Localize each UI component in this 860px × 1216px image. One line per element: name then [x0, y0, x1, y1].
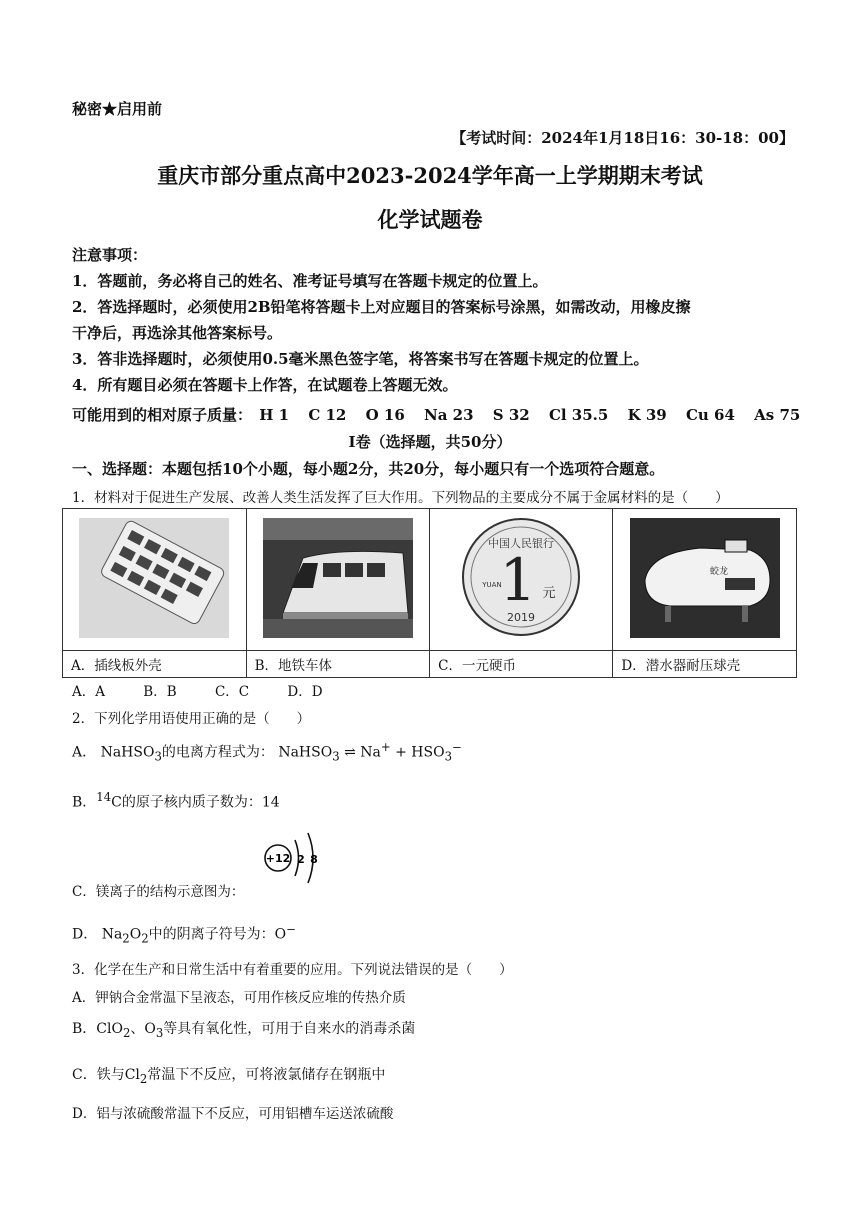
mass-number: 14: [96, 790, 112, 804]
atomic-mass-value: As 75: [754, 406, 801, 424]
charge: +: [380, 740, 391, 754]
subscript: 3: [155, 1025, 164, 1040]
subscript: 3: [332, 749, 340, 764]
subway-train-image: [263, 518, 413, 638]
subscript: 2: [122, 931, 130, 946]
bisulfite-ion: HSO: [411, 744, 445, 761]
plus-sign: +: [395, 744, 407, 761]
question-3-option-d: D．铝与浓硫酸常温下不反应，可用铝槽车运送浓硫酸: [72, 1106, 394, 1122]
atomic-mass-value: O 16: [365, 406, 405, 424]
equilibrium-arrow: ⇌: [344, 744, 356, 761]
coin-value: 1: [499, 546, 537, 614]
atomic-mass-value: C 12: [308, 406, 347, 424]
note-item: 干净后，再选涂其他答案标号。: [72, 324, 283, 342]
formula-o: O: [129, 926, 142, 943]
note-item: 3．答非选择题时，必须使用0.5毫米黑色签字笔，将答案书写在答题卡规定的位置上。: [72, 350, 649, 368]
question-2-stem: 2．下列化学用语使用正确的是（ ）: [72, 711, 311, 727]
formula: Na: [101, 926, 123, 943]
atomic-mass-line: [72, 404, 814, 425]
question-2-option-c: C．镁离子的结构示意图为：: [72, 884, 245, 900]
note-item: 4．所有题目必须在答题卡上作答，在试题卷上答题无效。: [72, 376, 458, 394]
option-prefix: B．: [72, 1021, 97, 1037]
option-d: D．D: [287, 684, 323, 700]
question-1-stem: 1．材料对于促进生产发展、改善人类生活发挥了巨大作用。下列物品的主要成分不属于金属材料的是（ ）: [72, 490, 729, 506]
magnesium-ion-diagram: [258, 828, 328, 888]
option-prefix: D．: [72, 926, 98, 943]
notes-section: [72, 242, 802, 398]
secret-label: 秘密★启用前: [72, 100, 163, 118]
option-text: 中的阴离子符号为：: [148, 926, 275, 943]
option-text: 等具有氧化性，可用于自来水的消毒杀菌: [163, 1021, 416, 1037]
coin-image-cell: [430, 509, 613, 651]
charge: −: [452, 740, 462, 754]
notes-heading: 注意事项：: [72, 246, 148, 264]
exam-subtitle: 化学试题卷: [377, 207, 483, 232]
subway-image-cell: [246, 509, 430, 651]
sodium-ion: Na: [360, 744, 381, 761]
coin-yuan: YUAN: [482, 581, 502, 589]
atomic-mass-value: K 39: [627, 406, 667, 424]
item-label-c: C．一元硬币: [430, 651, 613, 678]
exam-title: 重庆市部分重点高中2023-2024学年高一上学期期末考试: [157, 163, 703, 188]
note-item: 1．答题前，务必将自己的姓名、准考证号填写在答题卡规定的位置上。: [72, 272, 548, 290]
subscript: 2: [139, 1071, 148, 1086]
question-1-table: [62, 508, 797, 678]
shell-1-electrons: 2: [297, 853, 305, 866]
subscript: 3: [444, 749, 452, 764]
equation-left: NaHSO: [278, 744, 333, 761]
charge: −: [286, 922, 296, 936]
submersible-image: [630, 518, 780, 638]
power-strip-image: [79, 518, 229, 638]
submersible-name: 蛟龙: [709, 566, 728, 577]
coin-bank-text: 中国人民银行: [488, 537, 555, 550]
option-b: B．B: [143, 684, 177, 700]
question-2-option-d: [72, 922, 296, 945]
subscript: 2: [122, 1025, 131, 1040]
part-heading: Ⅰ卷（选择题，共50分）: [348, 433, 512, 451]
option-text: 的电离方程式为：: [161, 744, 274, 761]
atomic-mass-value: Cu 64: [685, 406, 735, 424]
option-a: A．A: [72, 684, 105, 700]
formula: O: [144, 1021, 156, 1037]
item-label-d: D．潜水器耐压球壳: [613, 651, 797, 678]
note-item: 2．答选择题时，必须使用2B铅笔将答题卡上对应题目的答案标号涂黑，如需改动，用橡皮擦: [72, 298, 691, 316]
option-text: 常温下不反应，可将液氯储存在钢瓶中: [147, 1067, 386, 1083]
item-label-a: A．插线板外壳: [63, 651, 247, 678]
option-c: C．C: [214, 684, 250, 700]
submersible-image-cell: [613, 509, 797, 651]
question-2-option-a: [72, 740, 462, 763]
option-text: 的原子核内质子数为：14: [121, 794, 280, 811]
coin-image: [456, 515, 586, 640]
question-3-stem: 3．化学在生产和日常生活中有着重要的应用。下列说法错误的是（ ）: [72, 962, 513, 978]
power-strip-image-cell: [63, 509, 247, 651]
item-label-b: B．地铁车体: [246, 651, 430, 678]
atomic-mass-value: Na 23: [424, 406, 474, 424]
question-2-option-b: [72, 790, 280, 812]
carbon-symbol: C: [111, 794, 122, 811]
question-3-option-c: [72, 1064, 385, 1086]
subscript: 3: [154, 749, 162, 764]
formula: Cl: [124, 1067, 140, 1083]
exam-time: 【考试时间：2024年1月18日16：30-18：00】: [451, 129, 794, 147]
option-text: C．铁与: [72, 1067, 125, 1083]
section-heading: 一、选择题：本题包括10个小题，每小题2分，共20分，每小题只有一个选项符合题意。: [72, 460, 665, 478]
question-3-option-a: A．钾钠合金常温下呈液态，可用作核反应堆的传热介质: [72, 990, 406, 1006]
coin-unit: 元: [542, 586, 556, 601]
option-prefix: A．: [72, 744, 97, 761]
ion-symbol: O: [274, 926, 287, 943]
option-prefix: B．: [72, 794, 97, 811]
nucleus-charge: +12: [265, 852, 291, 865]
formula: ClO: [96, 1021, 123, 1037]
atomic-mass-label: 可能用到的相对原子质量：: [72, 406, 253, 424]
atomic-mass-value: H 1: [259, 406, 290, 424]
coin-year: 2019: [507, 611, 536, 624]
question-3-option-b: B．ClO$_2$、$O_3$等具有氧化性，可用于自来水的消毒杀菌: [72, 1021, 416, 1040]
shell-2-electrons: 8: [310, 853, 318, 866]
formula: NaHSO: [100, 744, 155, 761]
subscript: 2: [141, 931, 149, 946]
question-1-options: [72, 680, 357, 700]
atomic-mass-value: Cl 35.5: [548, 406, 609, 424]
atomic-mass-value: S 32: [492, 406, 530, 424]
